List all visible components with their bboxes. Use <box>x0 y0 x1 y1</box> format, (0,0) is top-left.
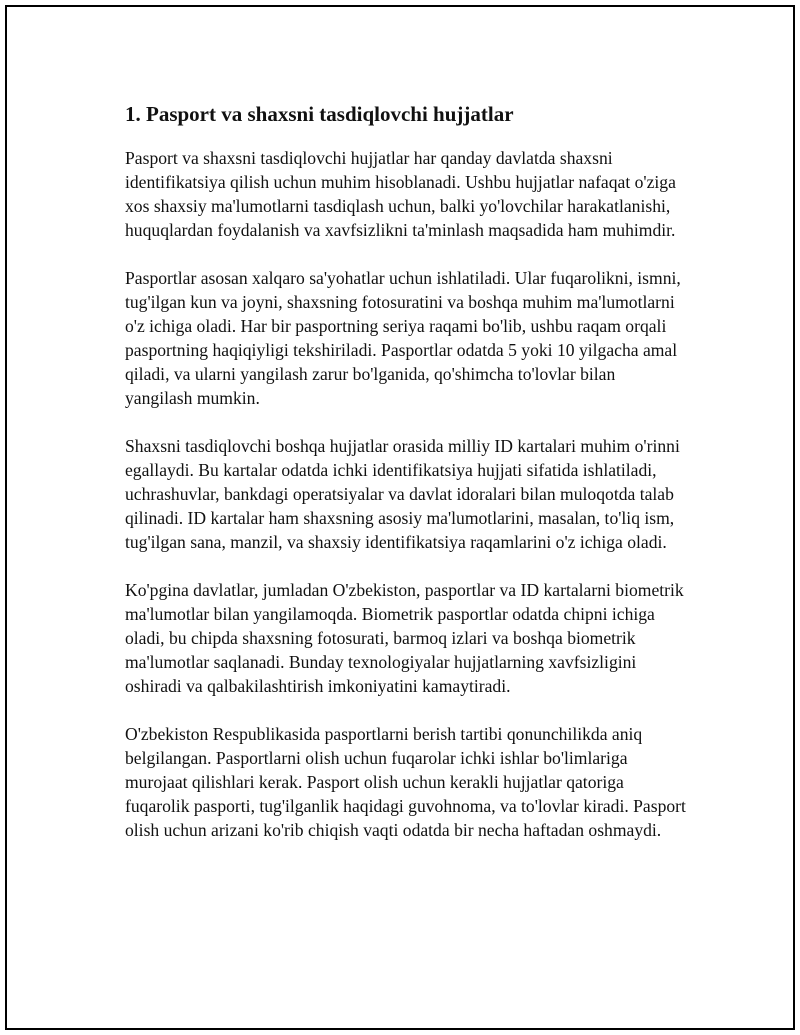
paragraph-uzbekistan: O'zbekiston Respublikasida pasportlarni berish tartibi qonunchilikda aniq belgilangan. Pasportlarni olish uchun fuqarolar ichki ishlar bo'limlariga murojaat qilishlari kerak. Pasport olish uchun kerakli hujjatlar qatoriga fuqarolik pasporti, tug'ilganlik haqidagi guvohnoma, va to'lovlar kiradi. Pasport olish uchun arizani ko'rib chiqish vaqti odatda bir necha haftadan oshmaydi. <box>125 724 686 840</box>
paragraph-intro: Pasport va shaxsni tasdiqlovchi hujjatlar har qanday davlatda shaxsni identifikatsiya qilish uchun muhim hisoblanadi. Ushbu hujjatlar nafaqat o'ziga xos shaxsiy ma'lumotlarni tasdiqlash uchun, balki yo'lovchilar harakatlanishi, huquqlardan foydalanish va xavfsizlikni ta'minlash maqsadida ham muhimdir. <box>125 148 676 240</box>
paragraph-id-cards: Shaxsni tasdiqlovchi boshqa hujjatlar orasida milliy ID kartalari muhim o'rinni egallaydi. Bu kartalar odatda ichki identifikatsiya hujjati sifatida ishlatiladi, uchrashuvlar, bankdagi operatsiyalar va davlat idoralari bilan muloqotda talab qilinadi. ID kartalar ham shaxsning asosiy ma'lumotlarini, masalan, to'liq ism, tug'ilgan sana, manzil, va shaxsiy identifikatsiya raqamlarini o'z ichiga oladi. <box>125 436 680 552</box>
document-page <box>5 5 795 1030</box>
paragraph-biometrics: Ko'pgina davlatlar, jumladan O'zbekiston, pasportlar va ID kartalarni biometrik ma'lumotlar bilan yangilamoqda. Biometrik pasportlar odatda chipni ichiga oladi, bu chipda shaxsning fotosurati, barmoq izlari va boshqa biometrik ma'lumotlar saqlanadi. Bunday texnologiyalar hujjatlarning xavfsizligini oshiradi va qalbakilashtirish imkoniyatini kamaytiradi. <box>125 580 684 696</box>
section-title: 1. Pasport va shaxsni tasdiqlovchi hujjatlar <box>125 102 514 126</box>
paragraph-passports: Pasportlar asosan xalqaro sa'yohatlar uchun ishlatiladi. Ular fuqarolikni, ismni, tug'ilgan kun va joyni, shaxsning fotosuratini va boshqa muhim ma'lumotlarni o'z ichiga oladi. Har bir pasportning seriya raqami bo'lib, ushbu raqam orqali pasportning haqiqiyligi tekshiriladi. Pasportlar odatda 5 yoki 10 yilgacha amal qiladi, va ularni yangilash zarur bo'lganida, qo'shimcha to'lovlar bilan yangilash mumkin. <box>125 268 681 408</box>
document-body <box>125 100 687 866</box>
